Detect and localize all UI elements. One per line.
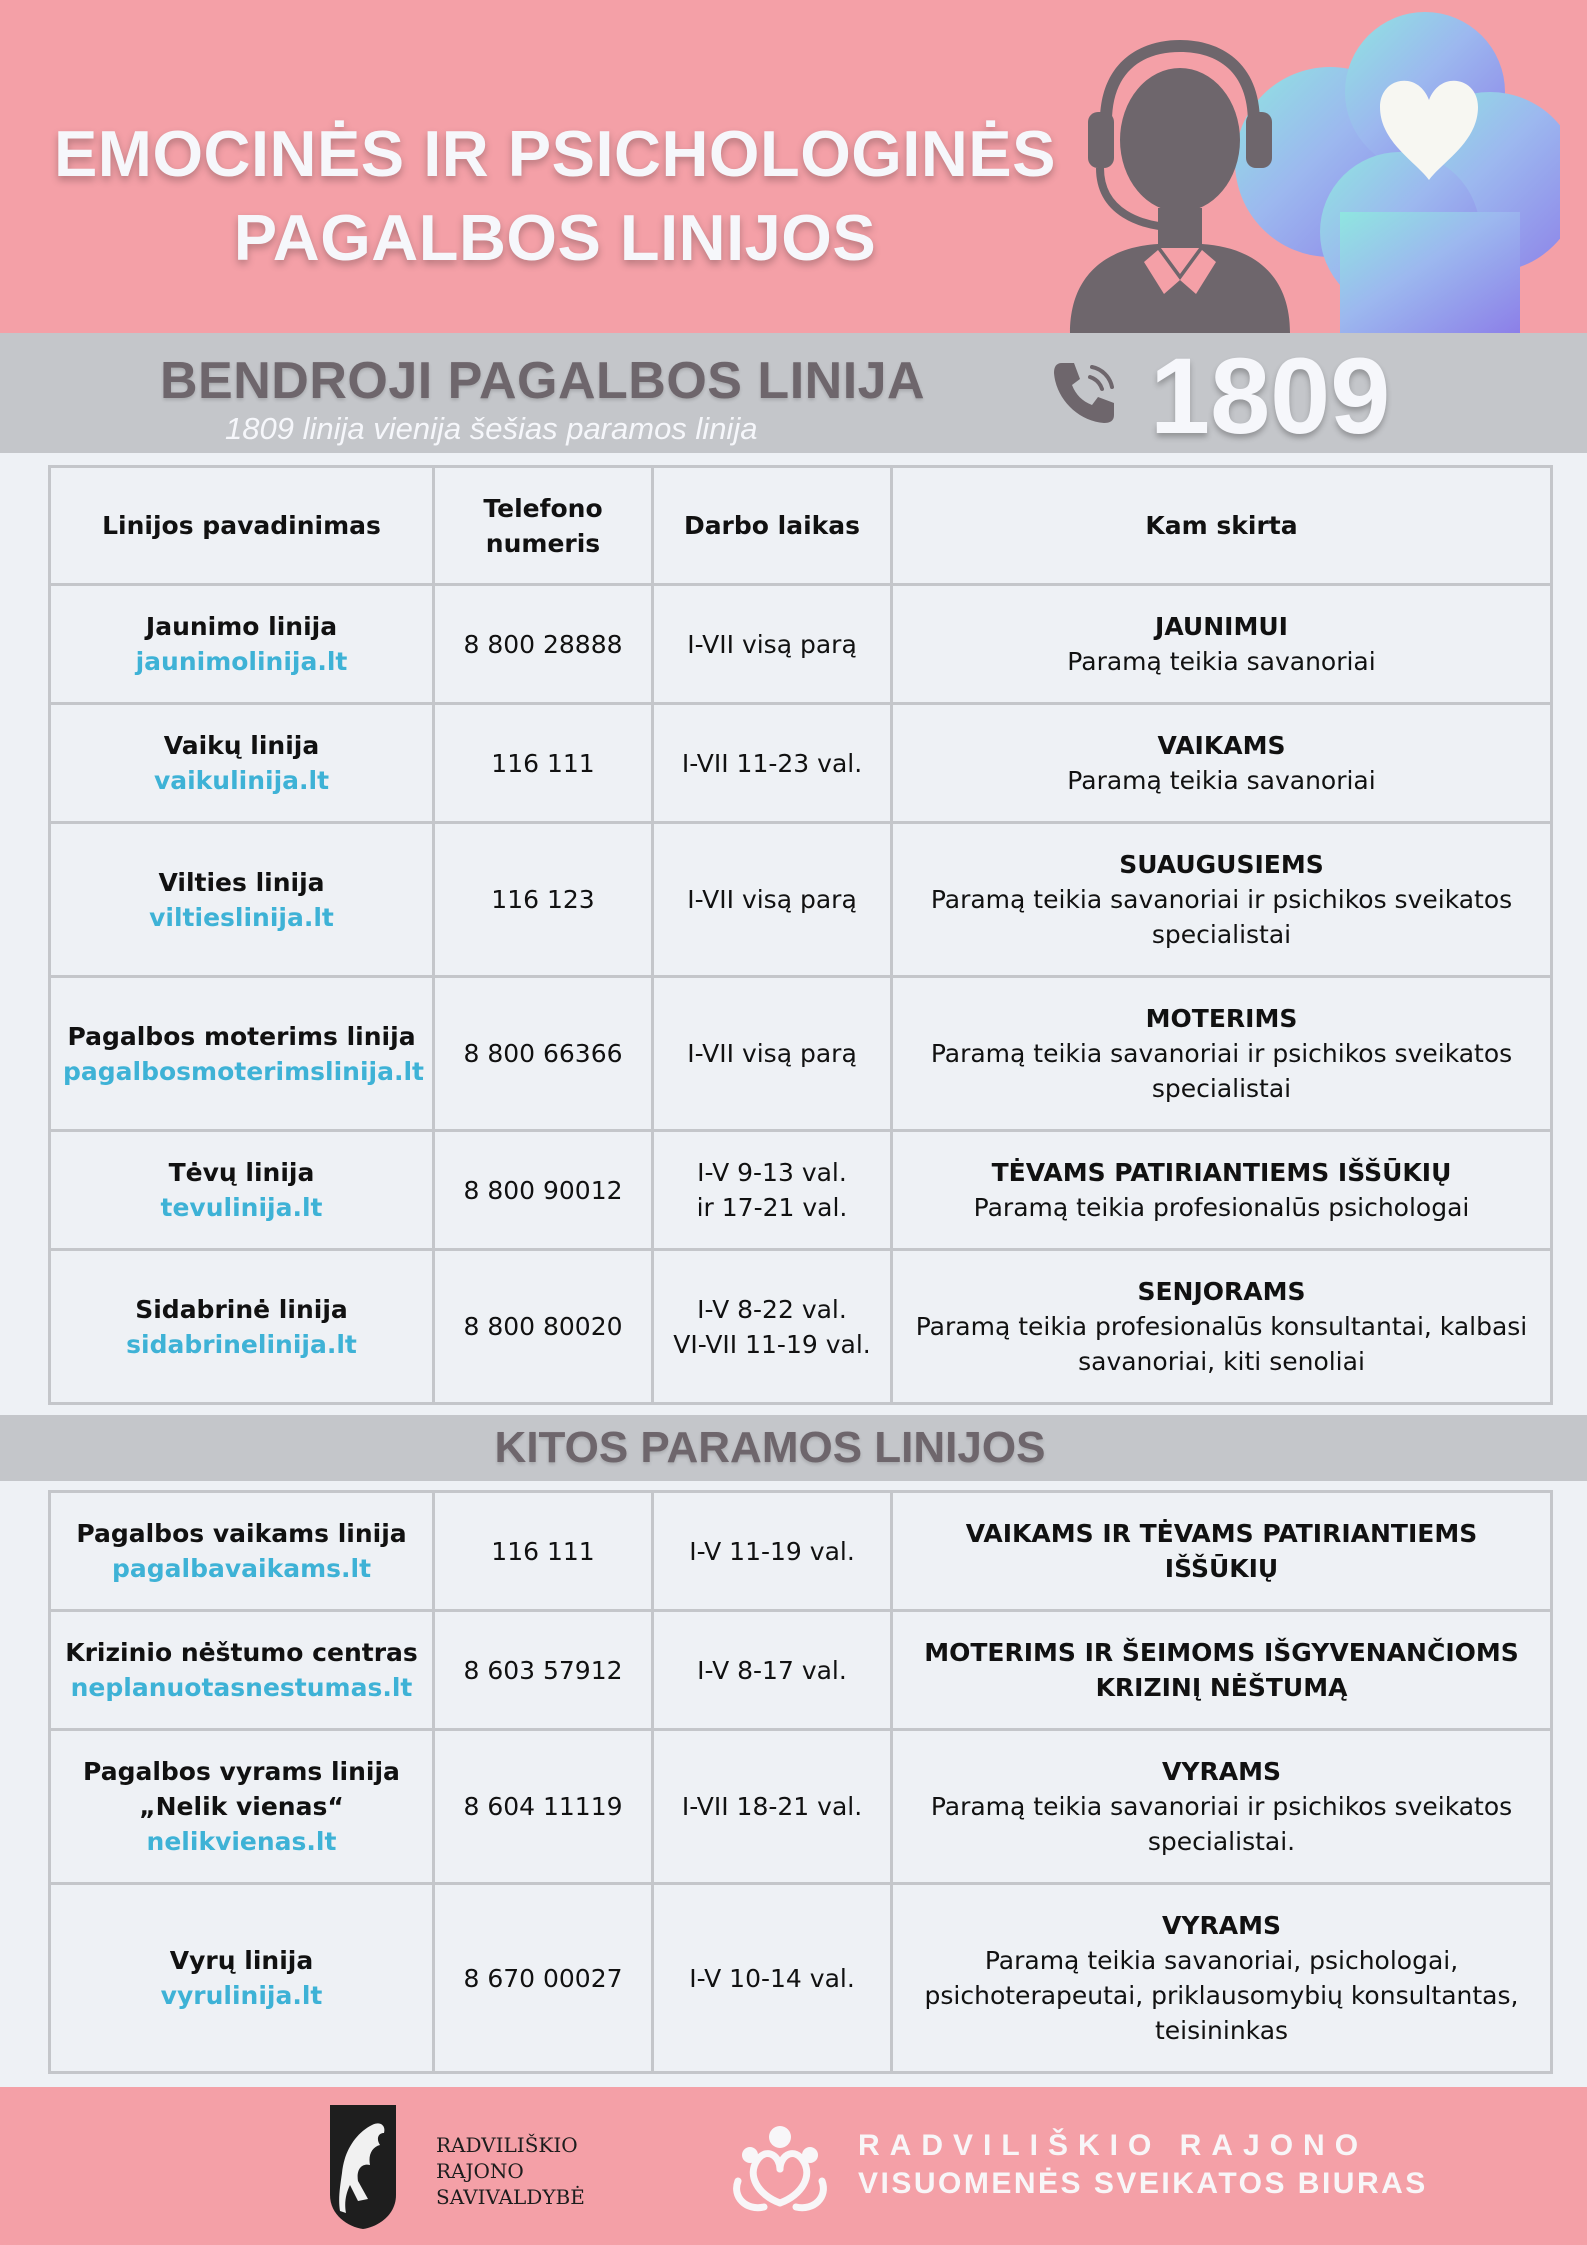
line-hours: I-VII visą parą (653, 585, 892, 704)
table-row (50, 1611, 1552, 1730)
line-phone[interactable]: 8 800 66366 (434, 977, 653, 1131)
line-name: Pagalbos vaikams linija (76, 1519, 407, 1548)
column-header-hours: Darbo laikas (653, 467, 892, 585)
line-hours: ir 17-21 val. (696, 1193, 848, 1222)
line-name: Jaunimo linija (145, 612, 338, 641)
line-url[interactable]: tevulinija.lt (160, 1193, 323, 1222)
general-helpline-number[interactable]: 1809 (1150, 335, 1391, 456)
line-description: Paramą teikia savanoriai (1067, 647, 1376, 676)
coat-of-arms-icon (328, 2103, 398, 2231)
line-phone[interactable]: 116 123 (434, 823, 653, 977)
line-url[interactable]: neplanuotasnestumas.lt (70, 1673, 413, 1702)
table-row (50, 1730, 1552, 1884)
table-header-row (50, 467, 1552, 585)
line-name: Vyrų linija (169, 1946, 314, 1975)
cloud-shape (1235, 12, 1560, 333)
line-phone[interactable]: 116 111 (434, 1492, 653, 1611)
page-title (40, 112, 1070, 280)
line-name: Vaikų linija (163, 731, 320, 760)
table-row (50, 823, 1552, 977)
header-banner (0, 0, 1587, 333)
general-helpline-subtitle: 1809 linija vienija šešias paramos linija (225, 411, 758, 446)
line-target: VAIKAMS IR TĖVAMS PATIRIANTIEMS IŠŠŪKIŲ (965, 1519, 1478, 1583)
column-header-name: Linijos pavadinimas (50, 467, 434, 585)
line-target: SENJORAMS (1137, 1277, 1306, 1306)
line-url[interactable]: jaunimolinija.lt (135, 647, 348, 676)
line-phone[interactable]: 8 800 90012 (434, 1131, 653, 1250)
municipality-line: SAVIVALDYBĖ (436, 2185, 585, 2209)
column-header-phone: Telefono numeris (434, 467, 653, 585)
line-name: Tėvų linija (168, 1158, 315, 1187)
other-helplines-table (48, 1490, 1553, 2074)
line-target: VYRAMS (1162, 1911, 1281, 1940)
other-lines-title: KITOS PARAMOS LINIJOS (494, 1423, 1046, 1472)
line-description: Paramą teikia savanoriai, psichologai, psichoterapeutai, priklausomybių konsultantas, teisininkas (924, 1946, 1519, 2045)
helplines-table (48, 465, 1553, 1405)
health-bureau-logo-icon (728, 2115, 832, 2215)
line-description: Paramą teikia profesionalūs psichologai (973, 1193, 1470, 1222)
municipality-line: RAJONO (436, 2159, 524, 2183)
line-target: VYRAMS (1162, 1757, 1281, 1786)
line-phone[interactable]: 8 800 28888 (434, 585, 653, 704)
line-hours: I-V 10-14 val. (653, 1884, 892, 2073)
general-helpline-title: BENDROJI PAGALBOS LINIJA (160, 352, 926, 410)
line-name: Pagalbos moterims linija (67, 1021, 416, 1051)
line-url[interactable]: pagalbosmoterimslinija.lt (63, 1056, 424, 1086)
line-name-quote: „Nelik vienas“ (139, 1792, 344, 1821)
line-url[interactable]: vyrulinija.lt (160, 1981, 323, 2010)
line-hours: VI-VII 11-19 val. (673, 1329, 871, 1359)
title-line-2: PAGALBOS LINIJOS (233, 201, 877, 274)
table-row (50, 1492, 1552, 1611)
line-hours: I-VII visą parą (653, 823, 892, 977)
line-target: SUAUGUSIEMS (1119, 850, 1324, 879)
line-hours: I-VII 18-21 val. (653, 1730, 892, 1884)
line-url[interactable]: pagalbavaikams.lt (111, 1554, 372, 1583)
table-row (50, 1131, 1552, 1250)
bureau-line-1: RADVILIŠKIO RAJONO (858, 2129, 1369, 2162)
table-row (50, 585, 1552, 704)
line-description: Paramą teikia savanoriai ir psichikos sveikatos specialistai. (930, 1792, 1513, 1856)
footer (0, 2087, 1587, 2245)
line-name: Pagalbos vyrams linija (83, 1757, 400, 1786)
title-line-1: EMOCINĖS IR PSICHOLOGINĖS (53, 117, 1057, 190)
line-hours: I-VII 11-23 val. (653, 704, 892, 823)
line-hours: I-V 9-13 val. (697, 1158, 847, 1187)
table-row (50, 977, 1552, 1131)
line-name: Sidabrinė linija (135, 1294, 348, 1324)
bureau-line-2: VISUOMENĖS SVEIKATOS BIURAS (858, 2167, 1428, 2200)
line-name: Krizinio nėštumo centras (65, 1638, 418, 1667)
line-hours: I-V 8-22 val. (697, 1294, 847, 1324)
line-phone[interactable]: 8 800 80020 (434, 1250, 653, 1404)
line-hours: I-V 11-19 val. (653, 1492, 892, 1611)
line-target: VAIKAMS (1157, 731, 1286, 760)
line-phone[interactable]: 116 111 (434, 704, 653, 823)
health-bureau-name (858, 2127, 1428, 2203)
line-target: MOTERIMS IR ŠEIMOMS IŠGYVENANČIOMS KRIZINĮ NĖŠTUMĄ (924, 1638, 1519, 1702)
line-url[interactable]: nelikvienas.lt (146, 1827, 337, 1856)
line-phone[interactable]: 8 670 00027 (434, 1884, 653, 2073)
table-row (50, 704, 1552, 823)
column-header-audience: Kam skirta (892, 467, 1552, 585)
general-helpline-band (0, 333, 1587, 456)
helpline-operator-illustration (1040, 12, 1560, 333)
line-name: Vilties linija (158, 867, 325, 897)
line-description: Paramą teikia savanoriai ir psichikos sveikatos specialistai (930, 885, 1513, 949)
line-description: Paramą teikia profesionalūs konsultantai, kalbasi savanoriai, kiti senoliai (915, 1312, 1528, 1376)
line-target: MOTERIMS (1145, 1004, 1298, 1033)
line-description: Paramą teikia savanoriai (1067, 766, 1376, 795)
line-url[interactable]: vaikulinija.lt (153, 766, 330, 795)
line-hours: I-V 8-17 val. (653, 1611, 892, 1730)
phone-icon (1048, 357, 1120, 429)
line-phone[interactable]: 8 603 57912 (434, 1611, 653, 1730)
line-phone[interactable]: 8 604 11119 (434, 1730, 653, 1884)
table-row (50, 1250, 1552, 1404)
municipality-name (436, 2132, 585, 2210)
line-target: JAUNIMUI (1155, 612, 1288, 641)
line-url[interactable]: sidabrinelinija.lt (126, 1329, 357, 1359)
line-url[interactable]: viltieslinija.lt (149, 902, 334, 932)
other-lines-band (0, 1415, 1587, 1481)
municipality-line: RADVILIŠKIO (436, 2133, 578, 2157)
line-target: TĖVAMS PATIRIANTIEMS IŠŠŪKIŲ (991, 1158, 1452, 1187)
line-hours: I-VII visą parą (653, 977, 892, 1131)
table-row (50, 1884, 1552, 2073)
line-description: Paramą teikia savanoriai ir psichikos sveikatos specialistai (930, 1039, 1513, 1103)
